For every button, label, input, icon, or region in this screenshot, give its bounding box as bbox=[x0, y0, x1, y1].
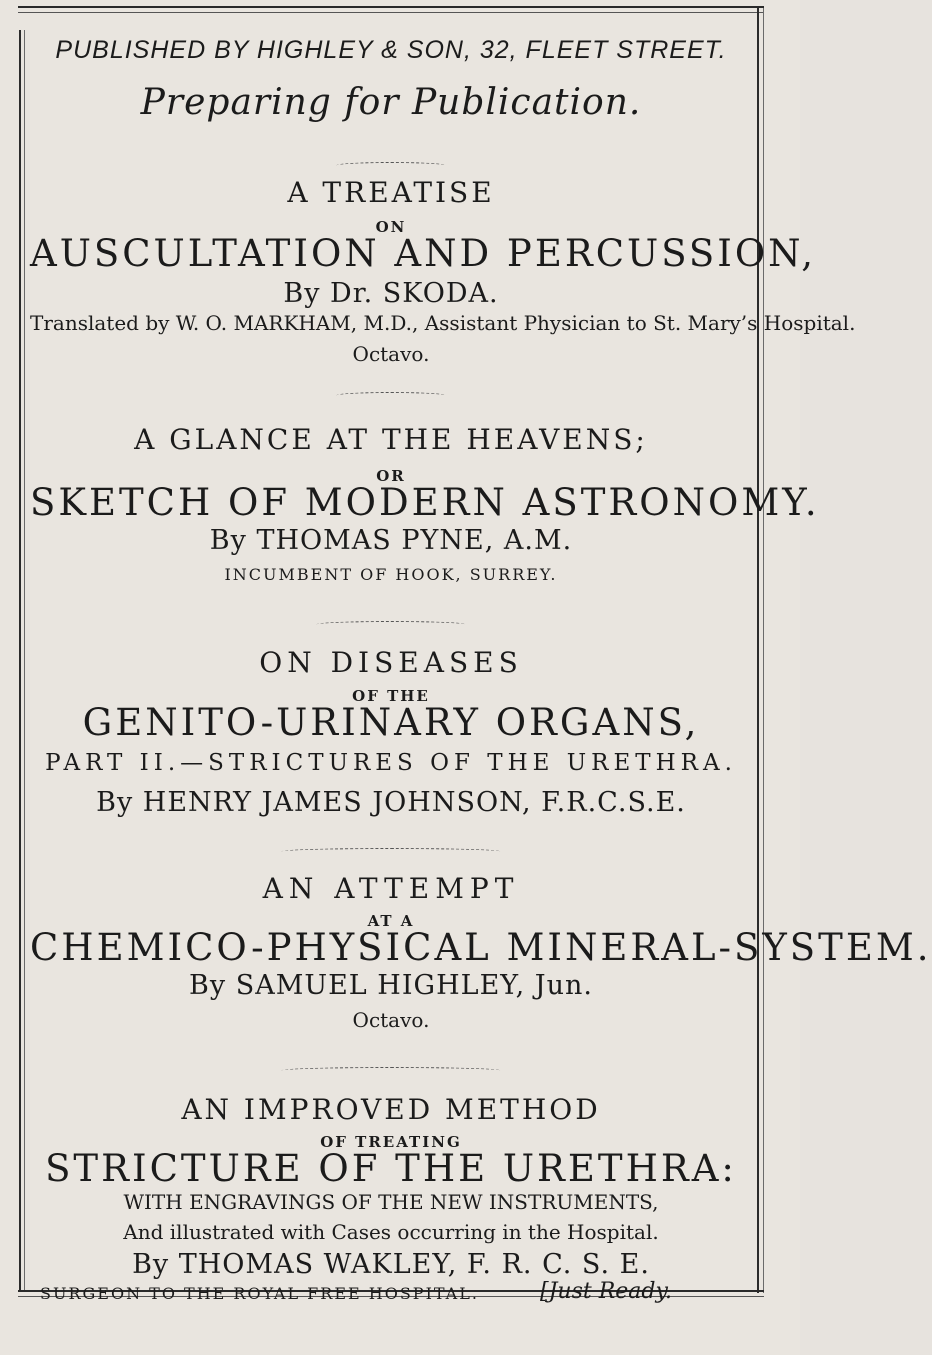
frame-top-rule-inner bbox=[18, 12, 764, 13]
book-1-author: By Dr. SKODA. bbox=[283, 278, 499, 309]
frame-left-rule bbox=[19, 30, 21, 1290]
book-5-subtitle-2: And illustrated with Cases occurring in the Hospital. bbox=[123, 1220, 659, 1244]
frame-top-rule bbox=[18, 6, 764, 8]
book-5-connector: OF TREATING bbox=[320, 1133, 462, 1151]
book-4-title: CHEMICO-PHYSICAL MINERAL-SYSTEM. bbox=[30, 926, 932, 969]
book-5-status: [Just Ready. bbox=[540, 1279, 672, 1304]
frame-left-rule-inner bbox=[24, 30, 25, 1290]
book-4-connector: AT A bbox=[367, 912, 415, 930]
book-3-title: GENITO-URINARY ORGANS, bbox=[82, 701, 700, 744]
book-1-translator: Translated by W. O. MARKHAM, M.D., Assistant Physician to St. Mary’s Hospital. bbox=[30, 311, 856, 335]
book-4-author: By SAMUEL HIGHLEY, Jun. bbox=[189, 970, 593, 1001]
book-5-subtitle-1: WITH ENGRAVINGS OF THE NEW INSTRUMENTS, bbox=[123, 1190, 659, 1214]
book-1-format: Octavo. bbox=[352, 342, 430, 366]
book-5-author: By THOMAS WAKLEY, F. R. C. S. E. bbox=[132, 1249, 650, 1280]
book-2-title-pre: A GLANCE AT THE HEAVENS; bbox=[134, 423, 648, 456]
book-3-part: PART II.—STRICTURES OF THE URETHRA. bbox=[45, 750, 737, 776]
page-header: Preparing for Publication. bbox=[140, 82, 642, 123]
frame-right-rule-inner bbox=[763, 8, 764, 1293]
book-4-format: Octavo. bbox=[352, 1008, 430, 1032]
book-4-title-pre: AN ATTEMPT bbox=[262, 872, 520, 905]
book-2-note: INCUMBENT OF HOOK, SURREY. bbox=[224, 565, 558, 584]
book-3-connector: OF THE bbox=[352, 687, 430, 705]
book-2-connector: OR bbox=[376, 467, 406, 485]
book-2-title: SKETCH OF MODERN ASTRONOMY. bbox=[30, 481, 820, 524]
book-1-connector: ON bbox=[375, 218, 407, 236]
frame-right-rule bbox=[757, 8, 759, 1293]
book-1-title-pre: A TREATISE bbox=[287, 176, 495, 209]
book-2-author: By THOMAS PYNE, A.M. bbox=[209, 525, 573, 556]
book-3-author: By HENRY JAMES JOHNSON, F.R.C.S.E. bbox=[96, 787, 686, 818]
book-3-title-pre: ON DISEASES bbox=[259, 646, 523, 679]
book-5-note: SURGEON TO THE ROYAL FREE HOSPITAL. bbox=[40, 1284, 479, 1303]
book-5-title: STRICTURE OF THE URETHRA: bbox=[45, 1147, 737, 1190]
book-1-title: AUSCULTATION AND PERCUSSION, bbox=[30, 232, 816, 275]
publisher-line: PUBLISHED BY HIGHLEY & SON, 32, FLEET STREET. bbox=[55, 36, 727, 64]
book-5-title-pre: AN IMPROVED METHOD bbox=[181, 1093, 601, 1126]
